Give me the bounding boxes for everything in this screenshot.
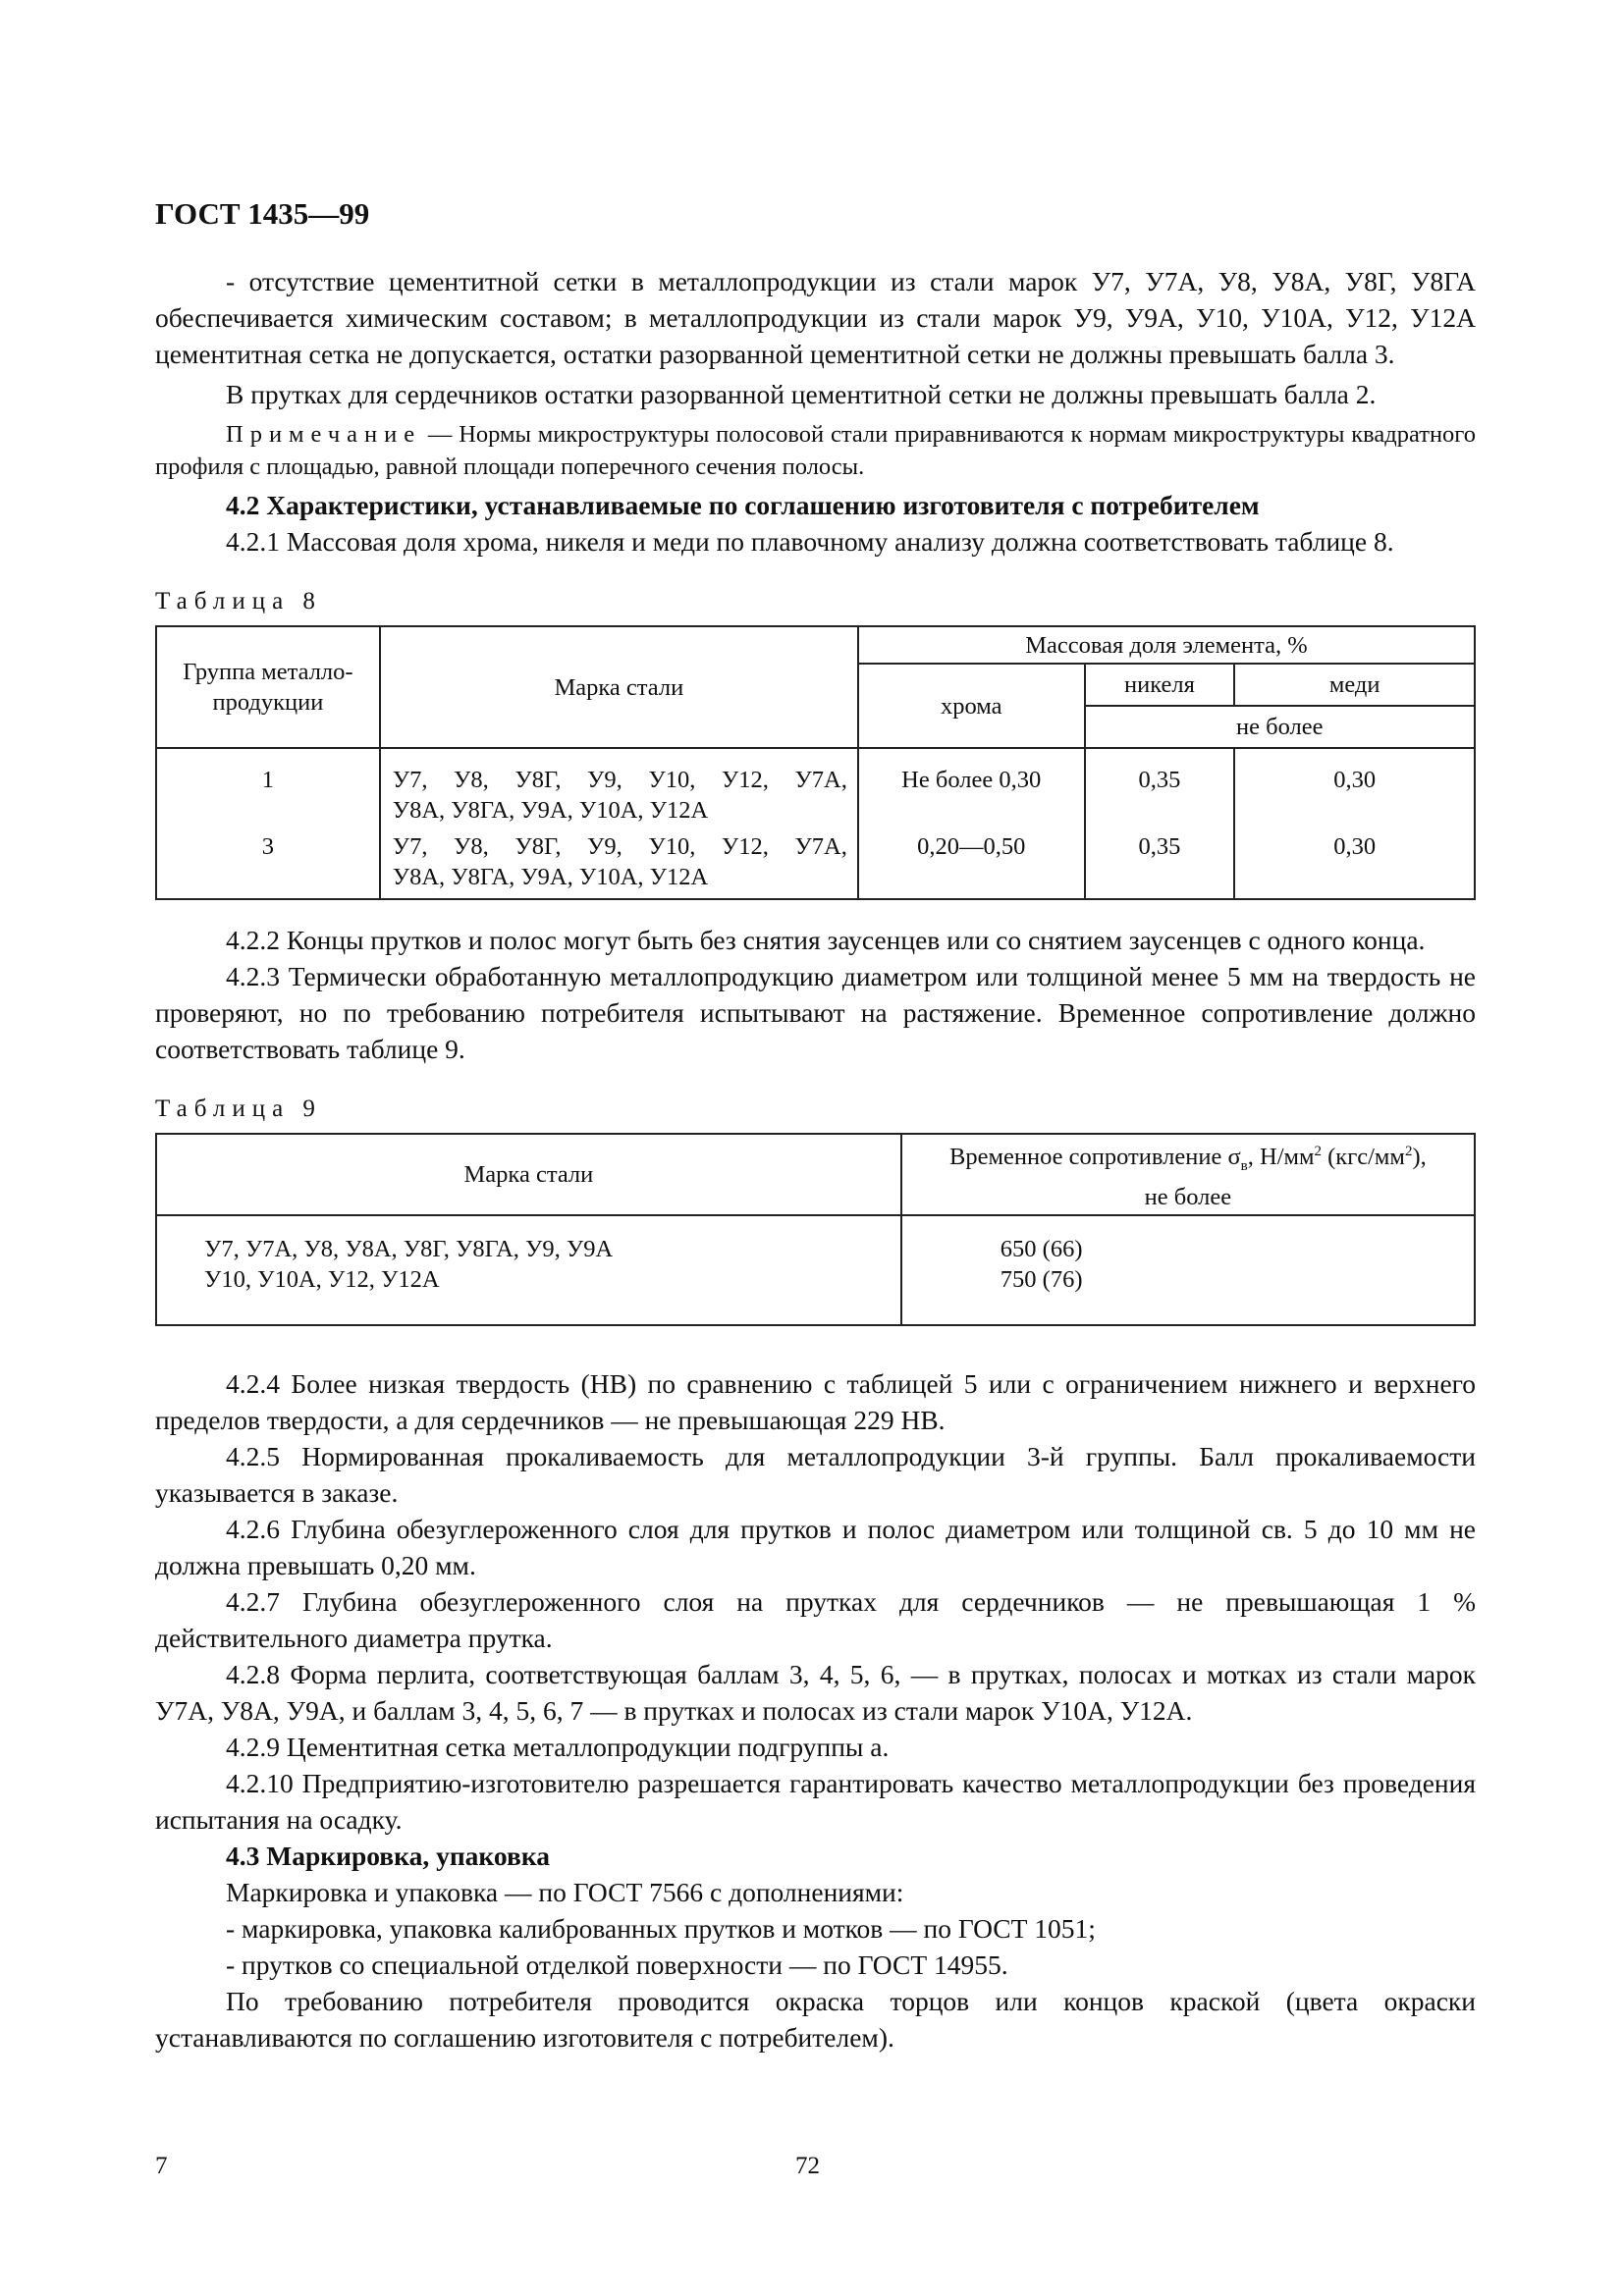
th-brand: Марка стали — [380, 626, 858, 748]
paragraph: Маркировка и упаковка — по ГОСТ 7566 с дополнениями: — [226, 1877, 904, 1908]
th-not-more: не более — [1085, 706, 1475, 748]
th-nickel: никеля — [1085, 664, 1235, 706]
table-8 — [155, 625, 1476, 900]
paragraph-4-2-1: 4.2.1 Массовая доля хрома, никеля и меди по плавочному анализу должна соответствовать таблице 8. — [226, 526, 1394, 557]
paragraph-4-2-7: 4.2.7 Глубина обезуглероженного слоя на прутках для сердечников — не превышающая 1 % действительного диаметра прутка. — [155, 1586, 1476, 1654]
page-number: 72 — [795, 2153, 820, 2179]
paragraph: По требованию потребителя проводится окраска торцов или концов краской (цвета окраски устанавливаются по соглашению изготовителя с потребителем). — [155, 1986, 1476, 2054]
section-heading-4-2: 4.2 Характеристики, устанавливаемые по соглашению изготовителя с потребителем — [226, 490, 1260, 520]
paragraph-4-2-3: 4.2.3 Термически обработанную металлопродукцию диаметром или толщиной менее 5 мм на твердость не проверяют, но по требованию потребителя испытывают на растяжение. Временное сопротивление должно соответствовать таблице 9. — [155, 961, 1476, 1064]
th-copper: меди — [1234, 664, 1475, 706]
cell-brands — [156, 1215, 901, 1325]
note-label: Примечание — [226, 421, 422, 448]
section-heading-4-3: 4.3 Маркировка, упаковка — [226, 1841, 550, 1872]
cell-nickel: 0,35 — [1085, 748, 1235, 831]
table-row — [156, 831, 1475, 899]
cell-value: 750 (76) — [1000, 1266, 1083, 1294]
cell-nickel: 0,35 — [1085, 831, 1235, 899]
paragraph-4-2-6: 4.2.6 Глубина обезуглероженного слоя для прутков и полос диаметром или толщиной св. 5 до 10 мм не должна превышать 0,20 мм. — [155, 1514, 1476, 1581]
superscript: 2 — [1404, 1144, 1413, 1159]
cell-brand-line: У8А, У8ГА, У9А, У10А, У12А — [392, 864, 709, 890]
cell-chrome: Не более 0,30 — [858, 748, 1085, 831]
th-strength-unit2: (кгс/мм — [1322, 1144, 1405, 1171]
th-group: Группа металло-продукции — [156, 626, 380, 748]
table9-caption: Таблица 9 — [155, 1095, 322, 1122]
paragraph-4-2-4: 4.2.4 Более низкая твердость (НВ) по сравнению с таблицей 5 или с ограничением нижнего и верхнего пределов твердости, а для сердечников — не превышающая 229 НВ. — [155, 1368, 1476, 1436]
th-not-more: не более — [1144, 1184, 1232, 1211]
th-brand: Марка стали — [156, 1134, 901, 1215]
th-strength-unit: , Н/мм — [1247, 1144, 1315, 1171]
th-strength-end: ), — [1412, 1144, 1427, 1171]
cell-brand-line: У7, У8, У8Г, У9, У10, У12, У7А, — [392, 833, 847, 860]
paragraph-4-2-2: 4.2.2 Концы прутков и полос могут быть без снятия заусенцев или со снятием заусенцев с одного конца. — [226, 925, 1426, 955]
th-mass: Массовая доля элемента, % — [858, 626, 1475, 664]
cell-copper: 0,30 — [1234, 831, 1475, 899]
paragraph: - маркировка, упаковка калиброванных прутков и мотков — по ГОСТ 1051; — [226, 1913, 1096, 1945]
cell-chrome: 0,20—0,50 — [858, 831, 1085, 899]
sigma-subscript: в — [1240, 1158, 1248, 1175]
cell-values — [901, 1215, 1475, 1325]
th-strength-text: Временное сопротивление σ — [949, 1144, 1241, 1171]
table-row — [156, 1215, 1475, 1325]
th-strength — [901, 1134, 1475, 1215]
note — [155, 418, 1476, 483]
document-body — [155, 263, 1476, 2056]
note-text: — Нормы микроструктуры полосовой стали приравниваются к нормам микроструктуры квадратного профиля с площадью, равной площади поперечного сечения полосы. — [155, 421, 1476, 480]
cell-group: 1 — [156, 748, 380, 831]
table8-caption: Таблица 8 — [155, 588, 322, 614]
table-row — [156, 748, 1475, 831]
cell-group: 3 — [156, 831, 380, 899]
paragraph-4-2-5: 4.2.5 Нормированная прокаливаемость для металлопродукции 3-й группы. Балл прокаливаемости указывается в заказе. — [155, 1441, 1476, 1509]
footer-left-number: 7 — [155, 2153, 168, 2179]
superscript: 2 — [1314, 1144, 1323, 1159]
paragraph-4-2-8: 4.2.8 Форма перлита, соответствующая баллам 3, 4, 5, 6, — в прутках, полосах и мотках из стали марок У7А, У8А, У9А, и баллам 3, 4, 5, 6, 7 — в прутках и полосах из стали марок У10А, У12А. — [155, 1659, 1476, 1727]
paragraph: - отсутствие цементитной сетки в металлопродукции из стали марок У7, У7А, У8, У8А, У8Г, У8ГА обеспечивается химическим составом; в металлопродукции из стали марок У9, У9А, У10, У10А, У12, У12А цементитная сетка не допускается, остатки разорванной цементитной сетки не должны превышать балла 3. — [155, 266, 1476, 369]
cell-brand-line: У7, У8, У8Г, У9, У10, У12, У7А, — [392, 767, 847, 793]
paragraph-4-2-10: 4.2.10 Предприятию-изготовителю разрешается гарантировать качество металлопродукции без проведения испытания на осадку. — [155, 1768, 1476, 1836]
th-chrome: хрома — [858, 664, 1085, 748]
cell-brand-line: У10, У10А, У12, У12А — [204, 1266, 440, 1294]
table-9 — [155, 1133, 1476, 1326]
cell-brand — [380, 831, 858, 899]
cell-brand — [380, 748, 858, 831]
cell-brand-line: У8А, У8ГА, У9А, У10А, У12А — [392, 797, 709, 824]
paragraph: В прутках для сердечников остатки разорванной цементитной сетки не должны превышать балла 2. — [226, 379, 1377, 409]
cell-brand-line: У7, У7А, У8, У8А, У8Г, У8ГА, У9, У9А — [204, 1236, 614, 1263]
cell-value: 650 (66) — [1000, 1236, 1083, 1263]
paragraph: - прутков со специальной отделкой поверхности — по ГОСТ 14955. — [226, 1949, 1008, 1981]
document-header: ГОСТ 1435—99 — [155, 196, 370, 231]
cell-copper: 0,30 — [1234, 748, 1475, 831]
paragraph-4-2-9: 4.2.9 Цементитная сетка металлопродукции подгруппы а. — [226, 1732, 890, 1763]
